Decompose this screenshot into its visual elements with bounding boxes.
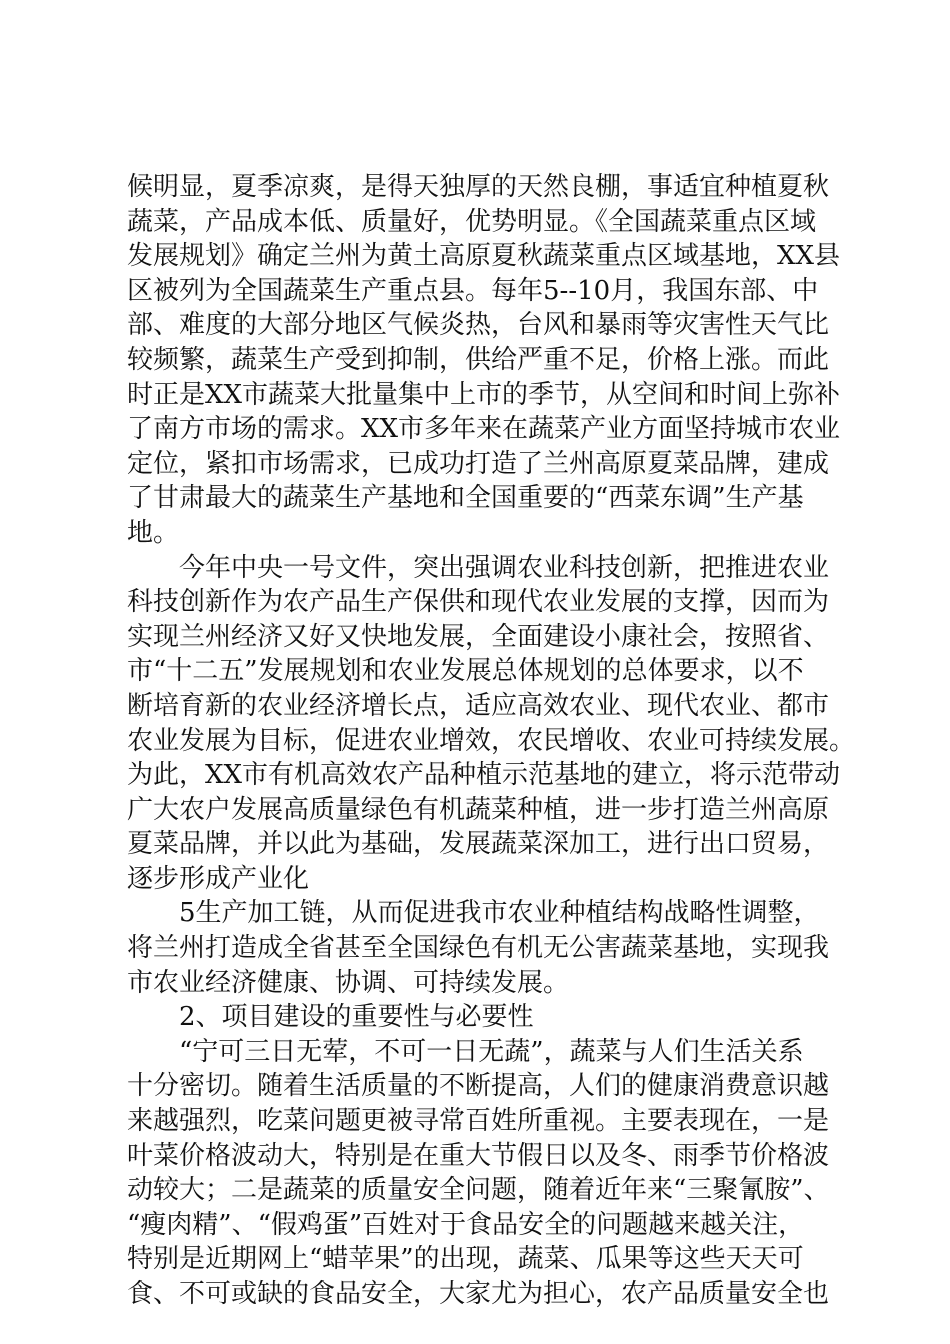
paragraph-start-line: 今年中央一号文件，突出强调农业科技创新，把推进农业 [179,552,830,583]
text-line: 逐步形成产业化 [127,863,310,894]
text-line: 科技创新作为农产品生产保供和现代农业发展的支撑，因而为 [127,587,830,618]
text-line: 市“十二五”发展规划和农业发展总体规划的总体要求，以不 [127,656,804,687]
text-line: 蔬菜，产品成本低、质量好，优势明显。《全国蔬菜重点区域 [127,206,817,237]
text-line: 时正是XX市蔬菜大批量集中上市的季节，从空间和时间上弥补 [127,379,841,410]
text-line: 部、难度的大部分地区气候炎热，台风和暴雨等灾害性天气比 [127,310,830,341]
text-line: 农业发展为目标，促进农业增效，农民增收、农业可持续发展。 [127,725,856,756]
text-line: 区被列为全国蔬菜生产重点县。每年5--10月，我国东部、中 [127,275,819,306]
text-line: 较频繁，蔬菜生产受到抑制，供给严重不足，价格上涨。而此 [127,344,830,375]
text-line: 特别是近期网上“蜡苹果”的出现，蔬菜、瓜果等这些天天可 [127,1244,804,1275]
text-line: 动较大；二是蔬菜的质量安全问题，随着近年来“三聚氰胺”、 [127,1175,830,1206]
text-line: 地。 [127,517,180,548]
text-line: 十分密切。随着生活质量的不断提高，人们的健康消费意识越 [127,1071,830,1102]
body-text [127,170,856,1312]
text-line: 候明显，夏季凉爽，是得天独厚的天然良棚，事适宜种植夏秋 [127,172,830,202]
text-line: 发展规划》确定兰州为黄土高原夏秋蔬菜重点区域基地，XX县 [127,241,841,272]
text-line: 广大农户发展高质量绿色有机蔬菜种植，进一步打造兰州高原 [127,794,830,825]
paragraph-start-line: 5生产加工链，从而促进我市农业种植结构战略性调整， [179,898,820,929]
text-line: 夏菜品牌，并以此为基础，发展蔬菜深加工，进行出口贸易， [127,829,830,860]
text-line: “瘦肉精”、“假鸡蛋”百姓对于食品安全的问题越来越关注， [127,1209,805,1240]
text-line: 为此，XX市有机高效农产品种植示范基地的建立，将示范带动 [127,760,841,791]
text-line: 了甘肃最大的蔬菜生产基地和全国重要的“西菜东调”生产基 [127,483,804,514]
text-line: 叶菜价格波动大，特别是在重大节假日以及冬、雨季节价格波 [127,1140,830,1171]
text-line: 实现兰州经济又好又快地发展，全面建设小康社会，按照省、 [127,621,830,652]
section-heading: 2、项目建设的重要性与必要性 [179,1002,534,1033]
text-line: 市农业经济健康、协调、可持续发展。 [127,967,570,998]
text-line: 定位，紧扣市场需求，已成功打造了兰州高原夏菜品牌，建成 [127,448,830,479]
paragraph-start-line: “宁可三日无荤，不可一日无蔬”，蔬菜与人们生活关系 [179,1036,804,1067]
text-line: 了南方市场的需求。XX市多年来在蔬菜产业方面坚持城市农业 [127,414,841,445]
text-line: 食、不可或缺的食品安全，大家尤为担心，农产品质量安全也 [127,1279,830,1309]
text-line: 断培育新的农业经济增长点，适应高效农业、现代农业、都市 [127,690,830,721]
text-line: 来越强烈，吃菜问题更被寻常百姓所重视。主要表现在，一是 [127,1106,830,1137]
text-line: 将兰州打造成全省甚至全国绿色有机无公害蔬菜基地，实现我 [127,933,830,964]
